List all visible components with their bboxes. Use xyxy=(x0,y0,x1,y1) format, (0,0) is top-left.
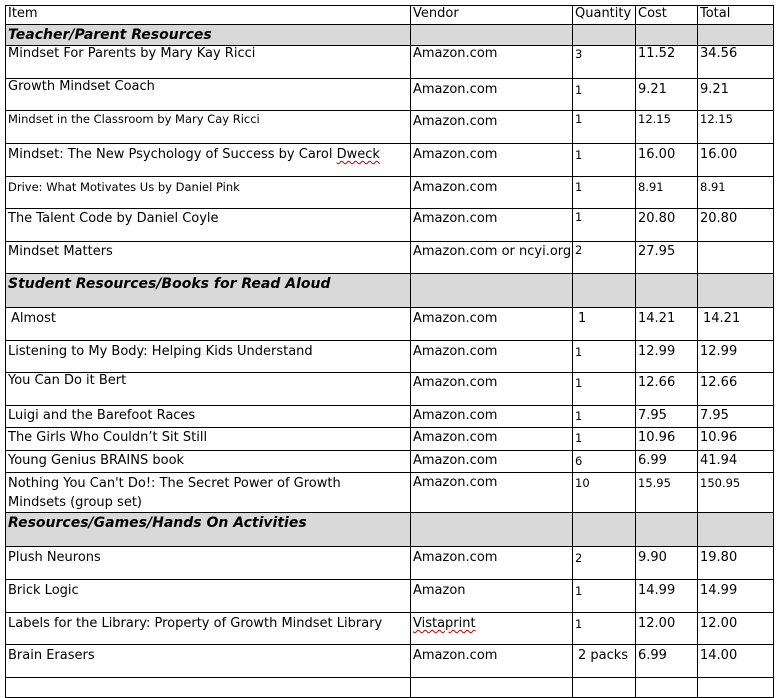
item-cell: Brick Logic xyxy=(6,580,411,613)
table-row xyxy=(6,144,774,177)
cost-cell: 9.90 xyxy=(636,547,698,580)
cost-cell: 12.99 xyxy=(636,341,698,373)
item-cell: Nothing You Can't Do!: The Secret Power of Growth Mindsets (group set) xyxy=(6,473,411,513)
table-row xyxy=(6,678,774,698)
table-row xyxy=(6,645,774,678)
vendor-cell: Amazon.com xyxy=(411,547,573,580)
header-quantity: Quantity xyxy=(573,6,636,25)
total-cell: 14.99 xyxy=(698,580,774,613)
vendor-cell: Amazon xyxy=(411,580,573,613)
spelling-flagged-word: Vistaprint xyxy=(413,616,476,631)
cost-cell: 16.00 xyxy=(636,144,698,177)
table-row xyxy=(6,341,774,373)
quantity-cell: 2 xyxy=(573,547,636,580)
cost-cell: 7.95 xyxy=(636,406,698,428)
quantity-cell: 2 packs xyxy=(573,645,636,678)
table-row xyxy=(6,428,774,451)
table-row xyxy=(6,308,774,341)
item-cell: Plush Neurons xyxy=(6,547,411,580)
cost-cell: 12.66 xyxy=(636,373,698,406)
cost-cell: 15.95 xyxy=(636,473,698,513)
cost-cell: 14.99 xyxy=(636,580,698,613)
vendor-cell: Amazon.com xyxy=(411,209,573,242)
vendor-cell xyxy=(411,613,573,645)
table-row xyxy=(6,46,774,79)
table-row xyxy=(6,111,774,144)
table-row xyxy=(6,451,774,473)
item-cell xyxy=(6,144,411,177)
spelling-flagged-word: Dweck xyxy=(336,147,380,162)
quantity-cell: 1 xyxy=(573,406,636,428)
item-cell: Mindset For Parents by Mary Kay Ricci xyxy=(6,46,411,79)
total-cell: 41.94 xyxy=(698,451,774,473)
total-cell: 10.96 xyxy=(698,428,774,451)
cost-cell: 11.52 xyxy=(636,46,698,79)
item-cell: Listening to My Body: Helping Kids Understand xyxy=(6,341,411,373)
total-cell: 14.21 xyxy=(698,308,774,341)
table-row xyxy=(6,613,774,645)
item-cell: Mindset in the Classroom by Mary Cay Ricci xyxy=(6,111,411,144)
total-cell: 8.91 xyxy=(698,177,774,209)
quantity-cell: 1 xyxy=(573,144,636,177)
table-row xyxy=(6,473,774,513)
item-cell: Brain Erasers xyxy=(6,645,411,678)
cost-cell: 14.21 xyxy=(636,308,698,341)
total-cell: 20.80 xyxy=(698,209,774,242)
cost-cell: 8.91 xyxy=(636,177,698,209)
section-row xyxy=(6,274,774,308)
vendor-cell: Amazon.com or ncyi.org xyxy=(411,242,573,274)
budget-table xyxy=(5,5,774,698)
vendor-cell: Amazon.com xyxy=(411,473,573,513)
item-text: Mindset: The New Psychology of Success by Carol xyxy=(8,147,337,162)
section-row xyxy=(6,513,774,547)
item-cell: Labels for the Library: Property of Growth Mindset Library xyxy=(6,613,411,645)
table-row xyxy=(6,406,774,428)
item-cell: Young Genius BRAINS book xyxy=(6,451,411,473)
total-cell: 12.15 xyxy=(698,111,774,144)
vendor-cell: Amazon.com xyxy=(411,373,573,406)
quantity-cell: 3 xyxy=(573,46,636,79)
table-row xyxy=(6,209,774,242)
item-cell: Mindset Matters xyxy=(6,242,411,274)
quantity-cell: 1 xyxy=(573,209,636,242)
total-cell: 9.21 xyxy=(698,79,774,111)
table-row xyxy=(6,547,774,580)
section-title: Student Resources/Books for Read Aloud xyxy=(6,274,411,308)
quantity-cell: 1 xyxy=(573,308,636,341)
quantity-cell: 2 xyxy=(573,242,636,274)
total-cell xyxy=(698,242,774,274)
table-row xyxy=(6,242,774,274)
item-cell: Growth Mindset Coach xyxy=(6,79,411,111)
quantity-cell: 6 xyxy=(573,451,636,473)
item-cell: Drive: What Motivates Us by Daniel Pink xyxy=(6,177,411,209)
header-total: Total xyxy=(698,6,774,25)
quantity-cell: 1 xyxy=(573,341,636,373)
vendor-cell: Amazon.com xyxy=(411,144,573,177)
vendor-cell: Amazon.com xyxy=(411,111,573,144)
vendor-cell: Amazon.com xyxy=(411,79,573,111)
quantity-cell: 1 xyxy=(573,580,636,613)
item-cell: The Talent Code by Daniel Coyle xyxy=(6,209,411,242)
total-cell: 34.56 xyxy=(698,46,774,79)
header-vendor: Vendor xyxy=(411,6,573,25)
quantity-cell: 1 xyxy=(573,111,636,144)
quantity-cell: 1 xyxy=(573,177,636,209)
item-cell: The Girls Who Couldn’t Sit Still xyxy=(6,428,411,451)
table-row xyxy=(6,79,774,111)
total-cell: 12.00 xyxy=(698,613,774,645)
quantity-cell: 10 xyxy=(573,473,636,513)
vendor-cell: Amazon.com xyxy=(411,428,573,451)
item-cell: Almost xyxy=(6,308,411,341)
table-row xyxy=(6,177,774,209)
total-cell: 12.99 xyxy=(698,341,774,373)
total-cell: 7.95 xyxy=(698,406,774,428)
quantity-cell: 1 xyxy=(573,613,636,645)
section-title: Teacher/Parent Resources xyxy=(6,25,411,46)
cost-cell: 12.00 xyxy=(636,613,698,645)
vendor-cell: Amazon.com xyxy=(411,341,573,373)
vendor-cell: Amazon.com xyxy=(411,451,573,473)
cost-cell: 20.80 xyxy=(636,209,698,242)
header-cost: Cost xyxy=(636,6,698,25)
total-cell: 12.66 xyxy=(698,373,774,406)
vendor-cell: Amazon.com xyxy=(411,406,573,428)
quantity-cell: 1 xyxy=(573,428,636,451)
total-cell: 150.95 xyxy=(698,473,774,513)
section-row xyxy=(6,25,774,46)
total-cell: 19.80 xyxy=(698,547,774,580)
table-row xyxy=(6,373,774,406)
quantity-cell: 1 xyxy=(573,373,636,406)
quantity-cell: 1 xyxy=(573,79,636,111)
cost-cell: 10.96 xyxy=(636,428,698,451)
vendor-cell: Amazon.com xyxy=(411,46,573,79)
cost-cell: 9.21 xyxy=(636,79,698,111)
total-cell: 16.00 xyxy=(698,144,774,177)
item-cell: You Can Do it Bert xyxy=(6,373,411,406)
vendor-cell: Amazon.com xyxy=(411,308,573,341)
vendor-cell: Amazon.com xyxy=(411,645,573,678)
cost-cell: 27.95 xyxy=(636,242,698,274)
item-cell: Luigi and the Barefoot Races xyxy=(6,406,411,428)
total-cell: 14.00 xyxy=(698,645,774,678)
cost-cell: 6.99 xyxy=(636,451,698,473)
header-row xyxy=(6,6,774,25)
table-row xyxy=(6,580,774,613)
cost-cell: 12.15 xyxy=(636,111,698,144)
cost-cell: 6.99 xyxy=(636,645,698,678)
section-title: Resources/Games/Hands On Activities xyxy=(6,513,411,547)
header-item: Item xyxy=(6,6,411,25)
vendor-cell: Amazon.com xyxy=(411,177,573,209)
